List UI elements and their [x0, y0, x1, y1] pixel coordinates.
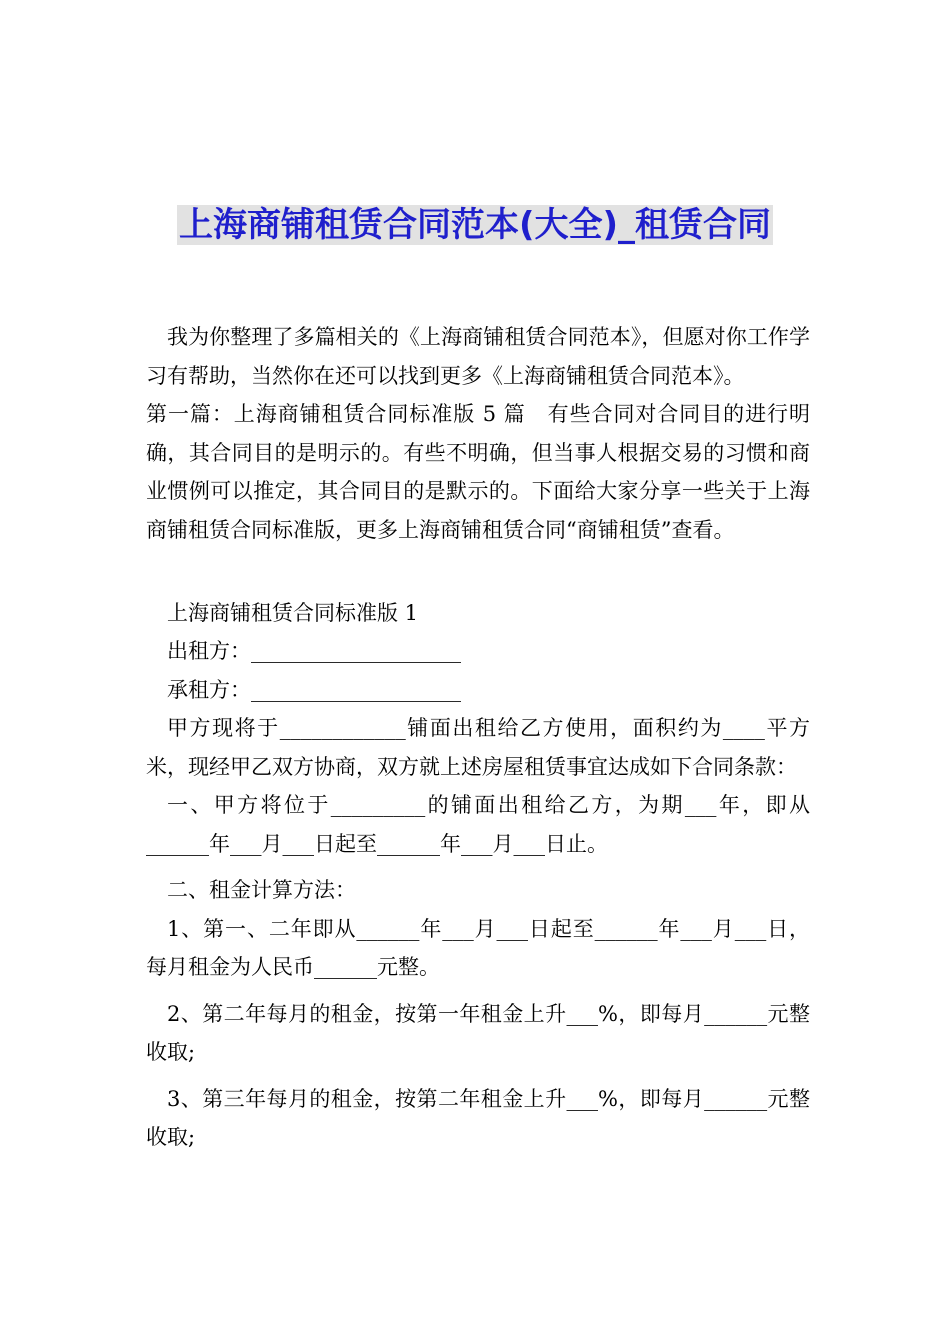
blank-line: [146, 549, 810, 588]
title-text: 上海商铺租赁合同范本(大全)_租赁合同: [178, 204, 772, 245]
clause-two-heading: 二、租金计算方法：: [167, 878, 356, 902]
premises-paragraph: 甲方现将于____________铺面出租给乙方使用，面积约为____平方米，现经甲乙双方协商，双方就上述房屋租赁事宜达成如下合同条款：: [146, 716, 810, 779]
clause-one: 一、甲方将位于_________的铺面出租给乙方，为期___年，即从______年___月___日起至______年___月___日止。: [146, 793, 810, 856]
contract-heading: 上海商铺租赁合同标准版 1: [167, 600, 419, 625]
section-one-paragraph: 第一篇：上海商铺租赁合同标准版 5 篇 有些合同对合同目的进行明确，其合同目的是明示的。有些不明确，但当事人根据交易的习惯和商业惯例可以推定，其合同目的是默示的。下面给大家分享一些关于上海商铺租赁合同标准版，更多上海商铺租赁合同“商铺租赁”查看。: [146, 402, 810, 542]
intro-paragraph: 我为你整理了多篇相关的《上海商铺租赁合同范本》，但愿对你工作学习有帮助，当然你在还可以找到更多《上海商铺租赁合同范本》。: [146, 325, 810, 388]
rent-item-3: 3、第三年每月的租金，按第二年租金上升___%，即每月______元整收取;: [146, 1086, 810, 1149]
rent-item-1: 1、第一、二年即从______年___月___日起至______年___月___日，每月租金为人民币______元整。: [146, 916, 810, 979]
document-title: [140, 199, 810, 251]
lessee-line: 承租方：____________________: [167, 677, 461, 702]
lessor-line: 出租方：____________________: [167, 639, 461, 663]
document-body: [146, 318, 810, 1157]
rent-item-2: 2、第二年每月的租金，按第一年租金上升___%，即每月______元整收取;: [146, 1001, 810, 1064]
